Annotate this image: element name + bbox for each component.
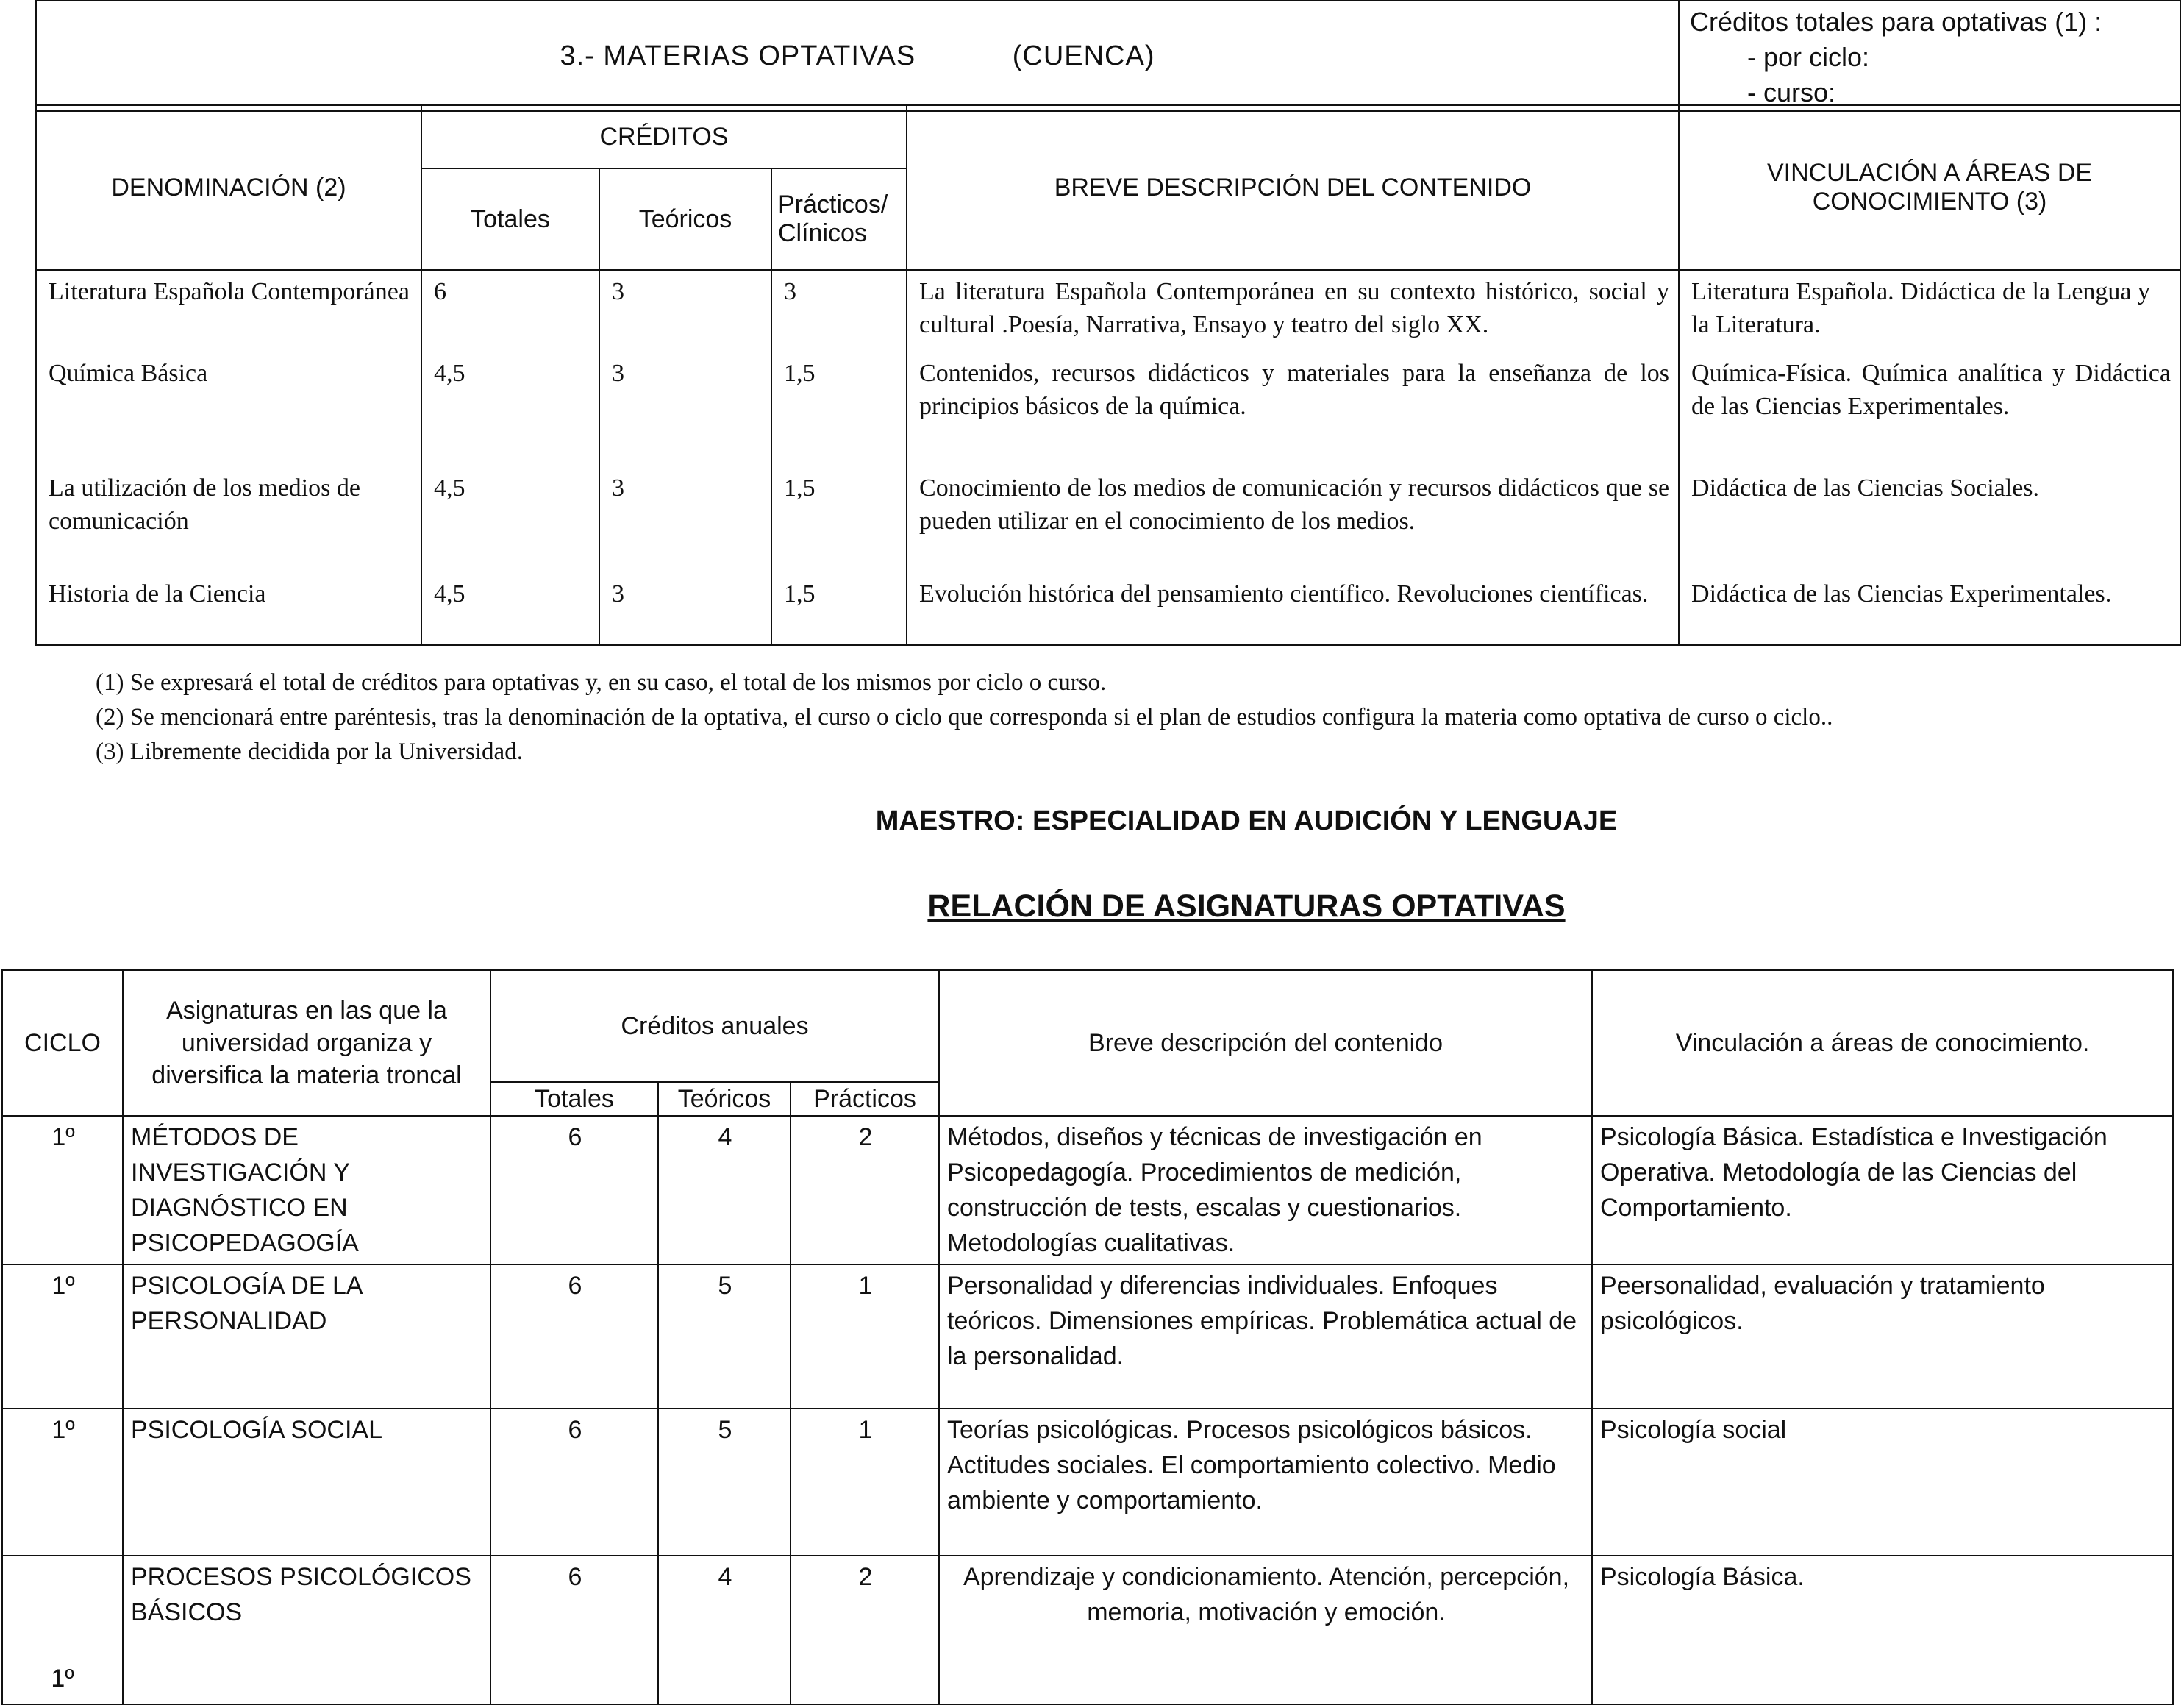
ciclo-cell: 1º <box>2 1409 123 1556</box>
vinculacion-cell: Psicología Básica. <box>1592 1556 2173 1704</box>
totales-cell: 4,5 <box>421 467 599 573</box>
descripcion-cell: La literatura Española Contemporánea en su contexto histórico, social y cultural .Poesía, Narrativa, Ensayo y teatro del siglo XX. <box>907 270 1679 352</box>
descripcion-cell: Métodos, diseños y técnicas de investigación en Psicopedagogía. Procedimientos de medición, construcción de tests, escalas y cuestionarios. Metodologías cualitativas. <box>939 1116 1592 1264</box>
teoricos-cell: 3 <box>599 467 771 573</box>
table-row <box>36 467 2180 573</box>
footnote-2: (2) Se mencionará entre paréntesis, tras la denominación de la optativa, el curso o ciclo que corresponda si el plan de estudios configura la materia como optativa de curso o ciclo.. <box>96 704 1833 730</box>
header-totales: Totales <box>490 1082 658 1116</box>
asignaturas-optativas-table <box>1 969 2174 1705</box>
totales-cell: 6 <box>490 1264 658 1409</box>
table-row <box>36 573 2180 645</box>
totales-cell: 6 <box>421 270 599 352</box>
practicos-cell: 1,5 <box>771 467 907 573</box>
asignatura-cell: PSICOLOGÍA DE LA PERSONALIDAD <box>123 1264 490 1409</box>
totales-cell: 4,5 <box>421 573 599 645</box>
practicos-cell: 3 <box>771 270 907 352</box>
denominacion-cell: Química Básica <box>36 352 421 467</box>
footnote-3: (3) Libremente decidida por la Universidad. <box>96 738 523 765</box>
vinculacion-cell: Literatura Española. Didáctica de la Lengua y la Literatura. <box>1679 270 2180 352</box>
teoricos-cell: 3 <box>599 352 771 467</box>
descripcion-cell: Conocimiento de los medios de comunicación y recursos didácticos que se pueden utilizar en el conocimiento de los medios. <box>907 467 1679 573</box>
teoricos-cell: 3 <box>599 270 771 352</box>
ciclo-cell: 1º <box>2 1264 123 1409</box>
ciclo-cell <box>2 1556 123 1704</box>
teoricos-cell: 4 <box>658 1116 791 1264</box>
table-row <box>36 352 2180 467</box>
totales-cell: 6 <box>490 1556 658 1704</box>
descripcion-cell: Teorías psicológicas. Procesos psicológicos básicos. Actitudes sociales. El comportamiento colectivo. Medio ambiente y comportamiento. <box>939 1409 1592 1556</box>
practicos-cell: 1 <box>791 1264 939 1409</box>
header-teoricos: Teóricos <box>658 1082 791 1116</box>
section-location: (CUENCA) <box>1012 40 1155 71</box>
table-row <box>2 1556 2173 1704</box>
credits-per-cycle-label: - por ciclo: <box>1747 42 1870 72</box>
practicos-cell: 2 <box>791 1556 939 1704</box>
table-row <box>36 270 2180 352</box>
header-creditos-anuales: Créditos anuales <box>490 970 939 1082</box>
asignaturas-optativas-heading: RELACIÓN DE ASIGNATURAS OPTATIVAS <box>927 889 1566 924</box>
header-denominacion: DENOMINACIÓN (2) <box>36 105 421 270</box>
footnotes <box>96 666 1833 769</box>
vinculacion-cell: Didáctica de las Ciencias Sociales. <box>1679 467 2180 573</box>
header-vinculacion: Vinculación a áreas de conocimiento. <box>1592 970 2173 1116</box>
header-teoricos: Teóricos <box>599 168 771 270</box>
asignatura-cell: PROCESOS PSICOLÓGICOS BÁSICOS <box>123 1556 490 1704</box>
header-practicos: Prácticos <box>791 1082 939 1116</box>
header-practicos: Prácticos/ Clínicos <box>771 168 907 270</box>
denominacion-cell: La utilización de los medios de comunicación <box>36 467 421 573</box>
especialidad-heading: MAESTRO: ESPECIALIDAD EN AUDICIÓN Y LENGUAJE <box>875 805 1618 836</box>
teoricos-cell: 3 <box>599 573 771 645</box>
table-row <box>2 1409 2173 1556</box>
vinculacion-cell: Didáctica de las Ciencias Experimentales. <box>1679 573 2180 645</box>
practicos-cell: 1 <box>791 1409 939 1556</box>
header-ciclo: CICLO <box>2 970 123 1116</box>
materias-optativas-table <box>35 104 2181 646</box>
ciclo-value: 1º <box>51 1665 74 1692</box>
practicos-cell: 1,5 <box>771 352 907 467</box>
descripcion-cell: Contenidos, recursos didácticos y materiales para la enseñanza de los principios básicos de la química. <box>907 352 1679 467</box>
credits-per-course-label: - curso: <box>1747 77 1836 107</box>
footnote-1: (1) Se expresará el total de créditos para optativas y, en su caso, el total de los mismos por ciclo o curso. <box>96 669 1107 696</box>
header-descripcion: Breve descripción del contenido <box>939 970 1592 1116</box>
totales-cell: 6 <box>490 1116 658 1264</box>
totales-cell: 6 <box>490 1409 658 1556</box>
section-title: 3.- MATERIAS OPTATIVAS <box>560 40 916 71</box>
asignatura-cell: PSICOLOGÍA SOCIAL <box>123 1409 490 1556</box>
descripcion-cell: Evolución histórica del pensamiento científico. Revoluciones científicas. <box>907 573 1679 645</box>
vinculacion-cell: Química-Física. Química analítica y Didáctica de las Ciencias Experimentales. <box>1679 352 2180 467</box>
descripcion-cell: Aprendizaje y condicionamiento. Atención, percepción, memoria, motivación y emoción. <box>939 1556 1592 1704</box>
practicos-cell: 1,5 <box>771 573 907 645</box>
materias-optativas-title-box <box>35 0 2181 112</box>
vinculacion-cell: Psicología Básica. Estadística e Investigación Operativa. Metodología de las Ciencias del Comportamiento. <box>1592 1116 2173 1264</box>
teoricos-cell: 4 <box>658 1556 791 1704</box>
teoricos-cell: 5 <box>658 1409 791 1556</box>
ciclo-cell: 1º <box>2 1116 123 1264</box>
header-asignaturas: Asignaturas en las que la universidad organiza y diversifica la materia troncal <box>123 970 490 1116</box>
header-creditos: CRÉDITOS <box>421 105 907 168</box>
denominacion-cell: Literatura Española Contemporánea <box>36 270 421 352</box>
credits-total-box <box>1679 1 2180 111</box>
vinculacion-cell: Psicología social <box>1592 1409 2173 1556</box>
totales-cell: 4,5 <box>421 352 599 467</box>
vinculacion-cell: Peersonalidad, evaluación y tratamiento psicológicos. <box>1592 1264 2173 1409</box>
denominacion-cell: Historia de la Ciencia <box>36 573 421 645</box>
header-totales: Totales <box>421 168 599 270</box>
header-descripcion: BREVE DESCRIPCIÓN DEL CONTENIDO <box>907 105 1679 270</box>
materias-optativas-title <box>36 1 1679 111</box>
table-row <box>2 1116 2173 1264</box>
teoricos-cell: 5 <box>658 1264 791 1409</box>
table-row <box>2 1264 2173 1409</box>
descripcion-cell: Personalidad y diferencias individuales. Enfoques teóricos. Dimensiones empíricas. Problemática actual de la personalidad. <box>939 1264 1592 1409</box>
header-vinculacion: VINCULACIÓN A ÁREAS DE CONOCIMIENTO (3) <box>1679 105 2180 270</box>
practicos-cell: 2 <box>791 1116 939 1264</box>
asignatura-cell: MÉTODOS DE INVESTIGACIÓN Y DIAGNÓSTICO EN PSICOPEDAGOGÍA <box>123 1116 490 1264</box>
credits-total-label: Créditos totales para optativas (1) : <box>1690 7 2102 37</box>
